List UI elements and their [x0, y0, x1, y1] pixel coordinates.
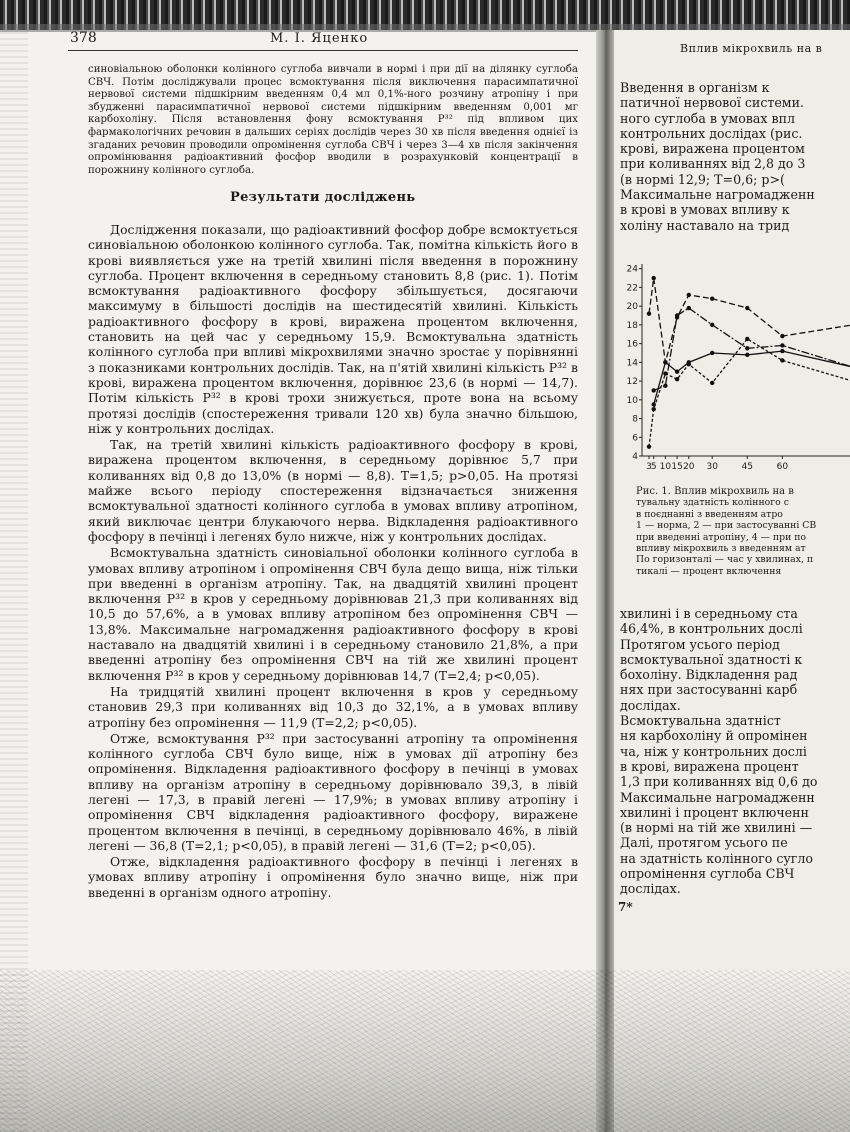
- series-point-2: [652, 276, 656, 280]
- x-tick-label: 15: [671, 462, 683, 472]
- y-tick-label: 4: [632, 452, 638, 462]
- series-point-4: [745, 346, 749, 350]
- right-line: в крові, виражена процент: [620, 758, 799, 774]
- series-point-3: [647, 444, 651, 448]
- right-line: Максимальне нагромадженн: [620, 789, 815, 805]
- right-line: в крові в умовах впливу к: [620, 202, 790, 218]
- figure-caption: [636, 486, 850, 577]
- series-line-2: [649, 278, 850, 362]
- caption-line: По горизонталі — час у хвилинах, п: [636, 554, 814, 566]
- x-tick-label: 30: [706, 462, 718, 472]
- scan-noise-bottom: [0, 970, 850, 1132]
- y-tick-label: 8: [632, 414, 638, 425]
- y-tick-label: 24: [626, 264, 638, 275]
- series-point-3: [745, 337, 749, 341]
- caption-line: тикалі — процент включення: [636, 565, 782, 577]
- right-line: хвилині і процент включенн: [620, 804, 809, 820]
- y-tick-label: 12: [626, 377, 638, 388]
- page-gutter: [596, 30, 614, 1132]
- y-tick-label: 6: [632, 433, 638, 444]
- x-tick-label: 20: [683, 462, 695, 472]
- right-line: Протягом усього період: [620, 636, 780, 652]
- right-line: бохоліну. Відкладення рад: [620, 667, 798, 683]
- right-line: нях при застосуванні карб: [620, 682, 798, 698]
- series-point-4: [687, 306, 691, 310]
- right-line: ня карбохоліну й опромінен: [620, 728, 808, 744]
- right-line: опромінення суглоба СВЧ: [620, 866, 795, 882]
- x-tick-label: 3: [646, 462, 652, 472]
- series-point-2: [663, 360, 667, 364]
- figure-1-line-chart: [622, 260, 850, 482]
- caption-line: в поєднанні з введенням атро: [636, 508, 783, 520]
- body-paragraph: Так, на третій хвилині кількість радіоактивного фосфору в крові, виражена процентом включення, в середньому дорівнює 5,7 при коливаннях від 0,8 до 13,0% (в нормі — 8,8). T=1,5; p>0,05. На протязі майже всього періоду спостереження відзначається зниження всмоктувальної здатності колінного суглоба в умовах впливу атропіном, який виключає центри блукаючого нерва. Відкладення радіоактивного фосфору в печінці і легенях було нижче, ніж у контрольних дослідах.: [88, 437, 578, 544]
- series-point-3: [675, 377, 679, 381]
- y-tick-label: 10: [626, 395, 638, 406]
- right-column-top-text: [620, 80, 850, 233]
- series-point-3: [687, 362, 691, 366]
- right-line: крові, виражена процентом: [620, 141, 805, 157]
- right-running-head: Вплив мікрохвиль на в: [680, 42, 823, 55]
- x-tick-label: 5: [650, 462, 657, 472]
- body-paragraph: Отже, відкладення радіоактивного фосфору в печінці і легенях в умовах впливу атропіну і опромінення було значно вище, ніж при введенні в організм одного атропіну.: [88, 854, 578, 900]
- right-line: (в нормі на тій же хвилині —: [620, 820, 813, 836]
- right-line: Введення в організм к: [620, 80, 770, 95]
- series-line-1: [654, 351, 850, 404]
- right-line: на здатність колінного сугло: [620, 850, 813, 866]
- series-point-2: [780, 334, 784, 338]
- series-point-3: [652, 407, 656, 411]
- x-tick-label: 45: [741, 462, 754, 472]
- right-line: Далі, протягом усього пе: [620, 835, 788, 851]
- caption-line: тувальну здатність колінного с: [636, 497, 789, 509]
- y-tick-label: 16: [626, 339, 638, 350]
- right-line: холіну наставало на трид: [620, 217, 790, 233]
- caption-line: впливу мікрохвиль з введенням ат: [636, 543, 806, 555]
- series-point-1: [745, 353, 749, 357]
- results-body: [88, 222, 578, 901]
- right-line: (в нормі 12,9; T=0,6; p>(: [620, 171, 785, 187]
- series-point-1: [780, 349, 784, 353]
- x-tick-label: 10: [659, 462, 672, 472]
- series-point-4: [710, 323, 714, 327]
- series-point-1: [710, 351, 714, 355]
- header-rule: [68, 50, 578, 51]
- series-point-2: [745, 306, 749, 310]
- series-point-3: [710, 381, 714, 385]
- running-author: М. І. Яценко: [270, 31, 369, 46]
- caption-line: при введенні атропіну, 4 — при по: [636, 531, 807, 543]
- series-point-1: [675, 370, 679, 374]
- right-line: 1,3 при коливаннях від 0,6 до: [620, 774, 818, 790]
- signature-mark: 7*: [618, 900, 633, 914]
- right-column-bottom-text: [620, 606, 850, 897]
- x-tick-label: 60: [776, 462, 789, 472]
- right-line: Всмоктувальна здатніст: [620, 713, 781, 729]
- series-point-3: [780, 358, 784, 362]
- page-number: 378: [70, 30, 97, 46]
- right-line: хвилині і в середньому ста: [620, 606, 798, 621]
- series-point-2: [687, 293, 691, 297]
- right-line: 46,4%, в контрольних дослі: [620, 621, 803, 637]
- series-point-4: [663, 384, 667, 388]
- right-line: контрольних дослідах (рис.: [620, 125, 803, 141]
- series-point-4: [675, 313, 679, 317]
- body-paragraph: Отже, всмоктування Р³² при застосуванні атропіну та опромінення колінного суглоба СВЧ було вище, ніж в умовах дії атропіну без опромінення. Відкладення радіоактивного фосфору в печінці в умовах впливу на організм атропіну в середньому дорівнювало 39,3, в лівій легені — 17,3, в правій легені — 17,9%; в умовах впливу атропіну і опромінення СВЧ відкладення радіоактивного фосфору, виражене процентом включення в печінці, в середньому дорівнювало 46%, в лівій легені — 36,8 (T=2,1; p<0,05), в правій легені — 31,6 (T=2; p<0,05).: [88, 730, 578, 853]
- right-line: Максимальне нагромадженн: [620, 187, 815, 203]
- body-paragraph: Всмоктувальна здатність синовіальної оболонки колінного суглоба в умовах впливу атропіном і опромінення СВЧ була дещо вища, ніж тільки при введенні в організм атропіну. Так, на двадцятій хвилині процент включення Р³² в кров у середньому дорівнював 21,3 при коливаннях від 10,5 до 57,6%, а в умовах впливу атропіном без опромінення СВЧ — 13,8%. Максимальне нагромадження радіоактивного фосфору в крові наставало на двадцятій хвилині і в середньому становило 21,8%, а при введенні атропіну без опромінення СВЧ на тій же хвилині процент включення Р³² в кров у середньому дорівнював 14,7 (T=2,4; p<0,05).: [88, 545, 578, 683]
- series-line-4: [654, 308, 850, 390]
- y-tick-label: 18: [626, 320, 638, 331]
- scan-edge-left: [0, 30, 28, 1132]
- caption-line: 1 — норма, 2 — при застосуванні СВ: [636, 520, 817, 532]
- caption-line: Рис. 1. Вплив мікрохвиль на в: [636, 486, 794, 497]
- body-paragraph: На тридцятій хвилині процент включення в кров у середньому становив 29,3 при коливаннях від 10,3 до 32,1%, а в умовах впливу атропіну без опромінення — 11,9 (T=2,2; p<0,05).: [88, 683, 578, 730]
- series-point-2: [710, 296, 714, 300]
- right-line: ча, ніж у контрольних дослі: [620, 743, 807, 759]
- series-point-4: [780, 343, 784, 347]
- y-tick-label: 14: [626, 358, 638, 369]
- y-tick-label: 22: [626, 283, 638, 294]
- section-heading: Результати досліджень: [230, 190, 416, 205]
- right-line: всмоктувальної здатності к: [620, 651, 803, 667]
- series-point-2: [647, 311, 651, 315]
- body-paragraph: Дослідження показали, що радіоактивний фосфор добре всмоктується синовіальною оболонкою колінного суглоба. Так, помітна кількість його в крові виявляється уже на третій хвилині після введення в порожнину суглоба. Процент включення в середньому становить 8,8 (рис. 1). Потім всмоктування радіоактивного фосфору збільшується, досягаючи максимуму в більшості дослідів на шестидесятій хвилині. Кількість радіоактивного фосфору в крові, виражена процентом включення, становить на цей час у середньому 15,9. Всмоктувальна здатність колінного суглоба при впливі мікрохвилями значно зростає у порівнянні з показниками контрольних дослідів. Так, на п'ятій хвилині кількість Р³² в крові, виражена процентом включення, дорівнює 23,6 (в нормі — 14,7). Потім кількість Р³² в крові трохи знижується, проте вона на всьому протязі дослідів (спостереження тривали 120 хв) була значно більшою, ніж у контрольних дослідах.: [88, 222, 578, 436]
- y-tick-label: 20: [626, 302, 638, 313]
- right-line: дослідах.: [620, 697, 681, 713]
- right-line: патичної нервової системи.: [620, 95, 804, 111]
- series-point-4: [652, 388, 656, 392]
- right-line: ного суглоба в умовах впл: [620, 110, 795, 126]
- right-line: дослідах.: [620, 881, 681, 897]
- right-line: при коливаннях від 2,8 до 3: [620, 156, 806, 172]
- methods-paragraph: синовіальною оболонки колінного суглоба вивчали в нормі і при дії на ділянку суглоба СВЧ. Потім досліджували процес всмоктування після виключення парасимпатичної нервової системи підшкірним введенням 0,4 мл 0,1%-ного розчину атропіну і при збудженні парасимпатичної нервової системи підшкірним введенням 0,001 мг карбохоліну. Після встановлення фону всмоктування Р³² під впливом цих фармакологічних речовин в дальших серіях дослідів через 30 хв після введення однієї із згаданих речовин проводили опромінення суглоба СВЧ і через 3—4 хв після закінчення опромінювання радіоактивний фосфор вводили в розрахунковій концентрації в порожнину колінного суглоба.: [88, 64, 578, 176]
